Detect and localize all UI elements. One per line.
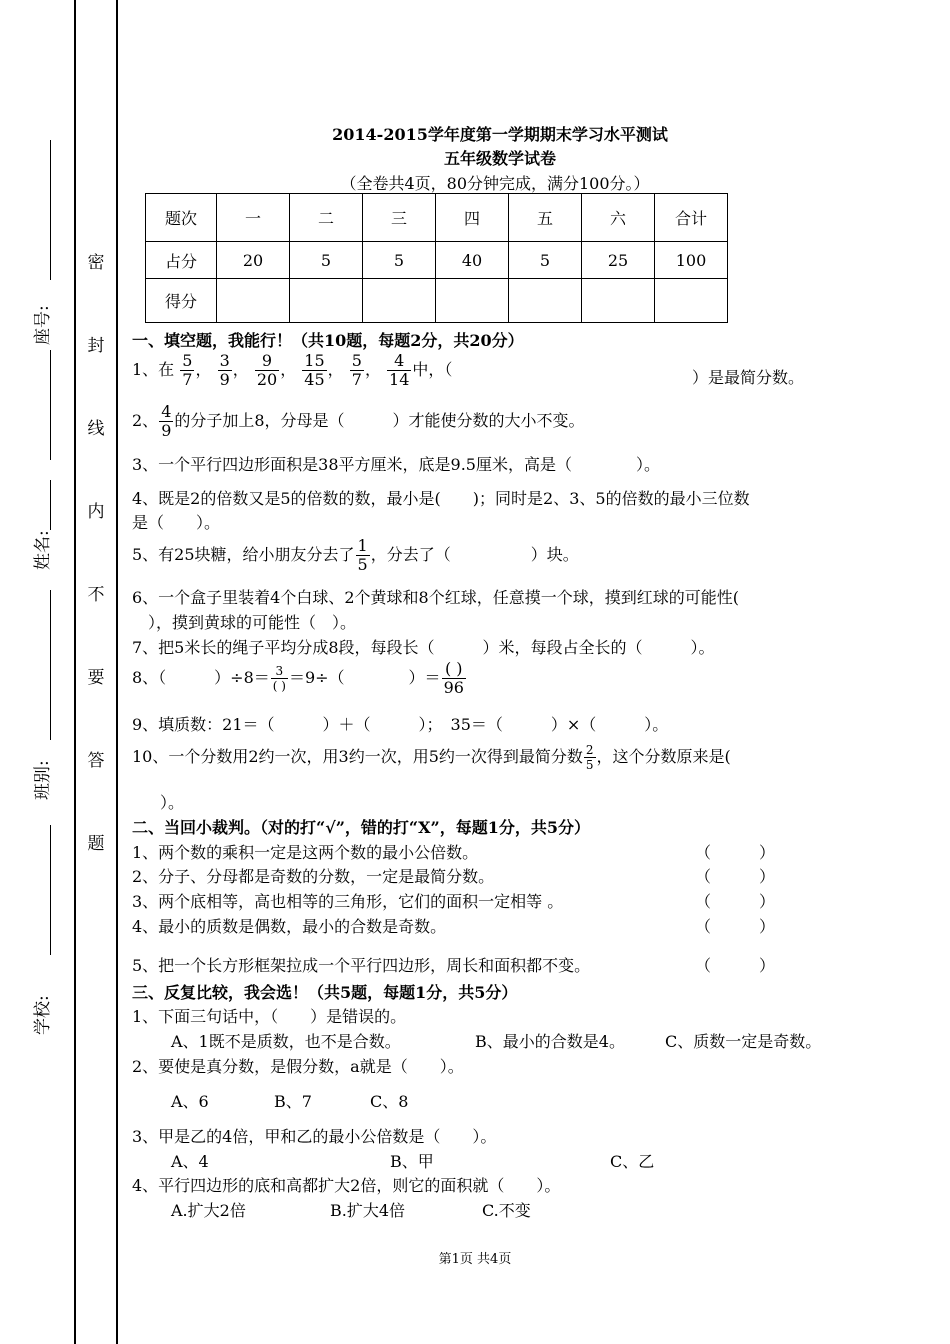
seal-char-6: 要	[87, 668, 105, 688]
choice-option[interactable]: A.扩大2倍	[171, 1201, 246, 1220]
class-label: 班别:	[33, 760, 53, 800]
seat-line-2	[50, 350, 51, 460]
table-cell: 25	[582, 242, 655, 279]
name-line-2	[50, 590, 51, 740]
seal-char-3: 线	[87, 419, 105, 439]
table-cell: 5	[363, 242, 436, 279]
choice-option[interactable]: C.不变	[482, 1201, 531, 1220]
seal-char-2: 封	[87, 336, 105, 356]
q1-suffix: ）是最简分数。	[692, 368, 805, 387]
q1-prefix: 1、在	[132, 360, 175, 379]
answer-paren[interactable]: （ ）	[695, 956, 776, 975]
question-10-line1: 10、一个分数用2约一次，用3约一次，用5约一次得到最简分数 $\frac{2}{5}$ ，这个分数原来是(	[132, 743, 731, 772]
table-header-cell: 一	[217, 194, 290, 242]
choice-option[interactable]: B、甲	[390, 1152, 434, 1171]
table-cell: 20	[217, 242, 290, 279]
judge-item-5: 5、把一个长方形框架拉成一个平行四边形，周长和面积都不变。	[132, 956, 591, 975]
question-10-line2: ）。	[160, 793, 185, 812]
answer-paren[interactable]: （ ）	[695, 892, 776, 911]
choice-question-4: 4、平行四边形的底和高都扩大2倍，则它的面积就（ ）。	[132, 1176, 561, 1195]
judge-item-4: 4、最小的质数是偶数，最小的合数是奇数。	[132, 917, 447, 936]
question-5: 5、有25块糖，给小朋友分去了 $\frac{1}{5}$ ，分去了（ ）块。	[132, 536, 579, 574]
table-header-cell: 合计	[655, 194, 728, 242]
question-8: 8、（ ）÷8＝ $\frac{3}{( )}$ ＝9÷（ ）＝ $\frac{( )}{96}$	[132, 659, 464, 697]
choice-option[interactable]: B.扩大4倍	[330, 1201, 406, 1220]
score-input-cell[interactable]	[363, 279, 436, 323]
choice-option[interactable]: C、乙	[610, 1152, 655, 1171]
choice-option[interactable]: B、最小的合数是4。	[475, 1032, 625, 1051]
page-footer: 第1页 共4页	[438, 1252, 512, 1267]
choice-question-2: 2、要使是真分数，是假分数，a就是（ ）。	[132, 1057, 464, 1076]
fraction: $\frac{1}{5}$	[357, 536, 368, 574]
fraction: $\frac{9}{20}$	[256, 351, 278, 389]
exam-note: （全卷共4页，80分钟完成，满分100分。）	[340, 174, 650, 193]
fraction: $\frac{5}{7}$	[182, 351, 193, 389]
score-input-cell[interactable]	[290, 279, 363, 323]
seal-char-5: 不	[87, 585, 105, 605]
score-input-cell[interactable]	[217, 279, 290, 323]
seal-char-1: 密	[87, 253, 105, 273]
question-6-line2: ），摸到黄球的可能性（ ）。	[132, 613, 357, 632]
question-6-line1: 6、一个盒子里装着4个白球、2个黄球和8个红球，任意摸一个球，摸到红球的可能性(	[132, 588, 739, 607]
question-4-line2: 是（ ）。	[132, 513, 221, 532]
fraction: $\frac{4}{9}$	[161, 402, 172, 440]
question-3: 3、一个平行四边形面积是38平方厘米，底是9.5厘米，高是（ ）。	[132, 455, 660, 474]
margin-line-left	[74, 0, 76, 1344]
question-1: 1、在 $\frac{5}{7}$ ， $\frac{3}{9}$ ， $\frac{9}{20}$ ， $\frac{15}{45}$ ， $\frac{5}{7}$ ， $\frac{4}{14}$ 中，（	[132, 351, 453, 389]
choice-option[interactable]: A、4	[171, 1152, 209, 1171]
section2-title: 二、当回小裁判。（对的打“√”，错的打“X”，每题1分，共5分）	[132, 818, 591, 837]
question-7: 7、把5米长的绳子平均分成8段，每段长（ ）米，每段占全长的（ ）。	[132, 638, 715, 657]
question-9: 9、填质数：21＝（ ）＋（ ）； 35＝（ ）×（ ）。	[132, 715, 669, 734]
choice-question-3: 3、甲是乙的4倍，甲和乙的最小公倍数是（ ）。	[132, 1127, 497, 1146]
table-cell: 5	[509, 242, 582, 279]
table-header-cell: 四	[436, 194, 509, 242]
seat-label: 座号:	[33, 305, 53, 345]
score-input-cell[interactable]	[655, 279, 728, 323]
seal-char-8: 题	[87, 834, 105, 854]
school-label: 学校:	[33, 995, 53, 1035]
judge-item-2: 2、分子、分母都是奇数的分数，一定是最简分数。	[132, 867, 495, 886]
choice-option[interactable]: C、质数一定是奇数。	[665, 1032, 822, 1051]
choice-option[interactable]: B、7	[274, 1092, 312, 1111]
table-header-cell: 六	[582, 194, 655, 242]
table-cell: 100	[655, 242, 728, 279]
seal-char-7: 答	[87, 751, 105, 771]
q1-mid: 中，（	[412, 360, 453, 379]
seal-char-4: 内	[87, 502, 105, 522]
margin-line-right	[116, 0, 118, 1344]
table-cell: 40	[436, 242, 509, 279]
fraction: $\frac{( )}{96}$	[443, 659, 464, 697]
fraction: $\frac{3}{( )}$	[272, 664, 286, 693]
score-input-cell[interactable]	[436, 279, 509, 323]
choice-question-1: 1、下面三句话中，（ ）是错误的。	[132, 1007, 407, 1026]
score-input-cell[interactable]	[509, 279, 582, 323]
choice-option[interactable]: A、6	[171, 1092, 209, 1111]
fraction: $\frac{5}{7}$	[351, 351, 362, 389]
section1-title: 一、填空题，我能行！（共10题，每题2分，共20分）	[132, 331, 524, 350]
choice-option[interactable]: C、8	[370, 1092, 409, 1111]
answer-paren[interactable]: （ ）	[695, 843, 776, 862]
exam-subtitle: 五年级数学试卷	[443, 149, 556, 168]
table-header-cell: 二	[290, 194, 363, 242]
answer-paren[interactable]: （ ）	[695, 867, 776, 886]
fraction: $\frac{4}{14}$	[389, 351, 410, 389]
table-cell: 占分	[146, 242, 217, 279]
score-input-cell[interactable]	[582, 279, 655, 323]
table-header-cell: 五	[509, 194, 582, 242]
question-4-line1: 4、既是2的倍数又是5的倍数的数，最小是( )；同时是2、3、5的倍数的最小三位数	[132, 489, 750, 508]
class-line	[50, 825, 51, 955]
table-header-cell: 三	[363, 194, 436, 242]
fraction: $\frac{3}{9}$	[219, 351, 230, 389]
table-header-cell: 题次	[146, 194, 217, 242]
fraction: $\frac{2}{5}$	[585, 743, 594, 772]
table-cell: 5	[290, 242, 363, 279]
question-2: 2、 $\frac{4}{9}$ 的分子加上8，分母是（ ）才能使分数的大小不变。	[132, 402, 585, 440]
score-table	[145, 193, 728, 323]
fraction: $\frac{15}{45}$	[304, 351, 325, 389]
judge-item-1: 1、两个数的乘积一定是这两个数的最小公倍数。	[132, 843, 479, 862]
table-cell: 得分	[146, 279, 217, 323]
exam-title: 2014-2015学年度第一学期期末学习水平测试	[332, 125, 668, 144]
judge-item-3: 3、两个底相等，高也相等的三角形，它们的面积一定相等 。	[132, 892, 564, 911]
name-line	[50, 480, 51, 530]
section3-title: 三、反复比较，我会选！（共5题，每题1分，共5分）	[132, 983, 518, 1002]
answer-paren[interactable]: （ ）	[695, 917, 776, 936]
choice-option[interactable]: A、1既不是质数，也不是合数。	[171, 1032, 401, 1051]
name-label: 姓名:	[33, 530, 53, 570]
